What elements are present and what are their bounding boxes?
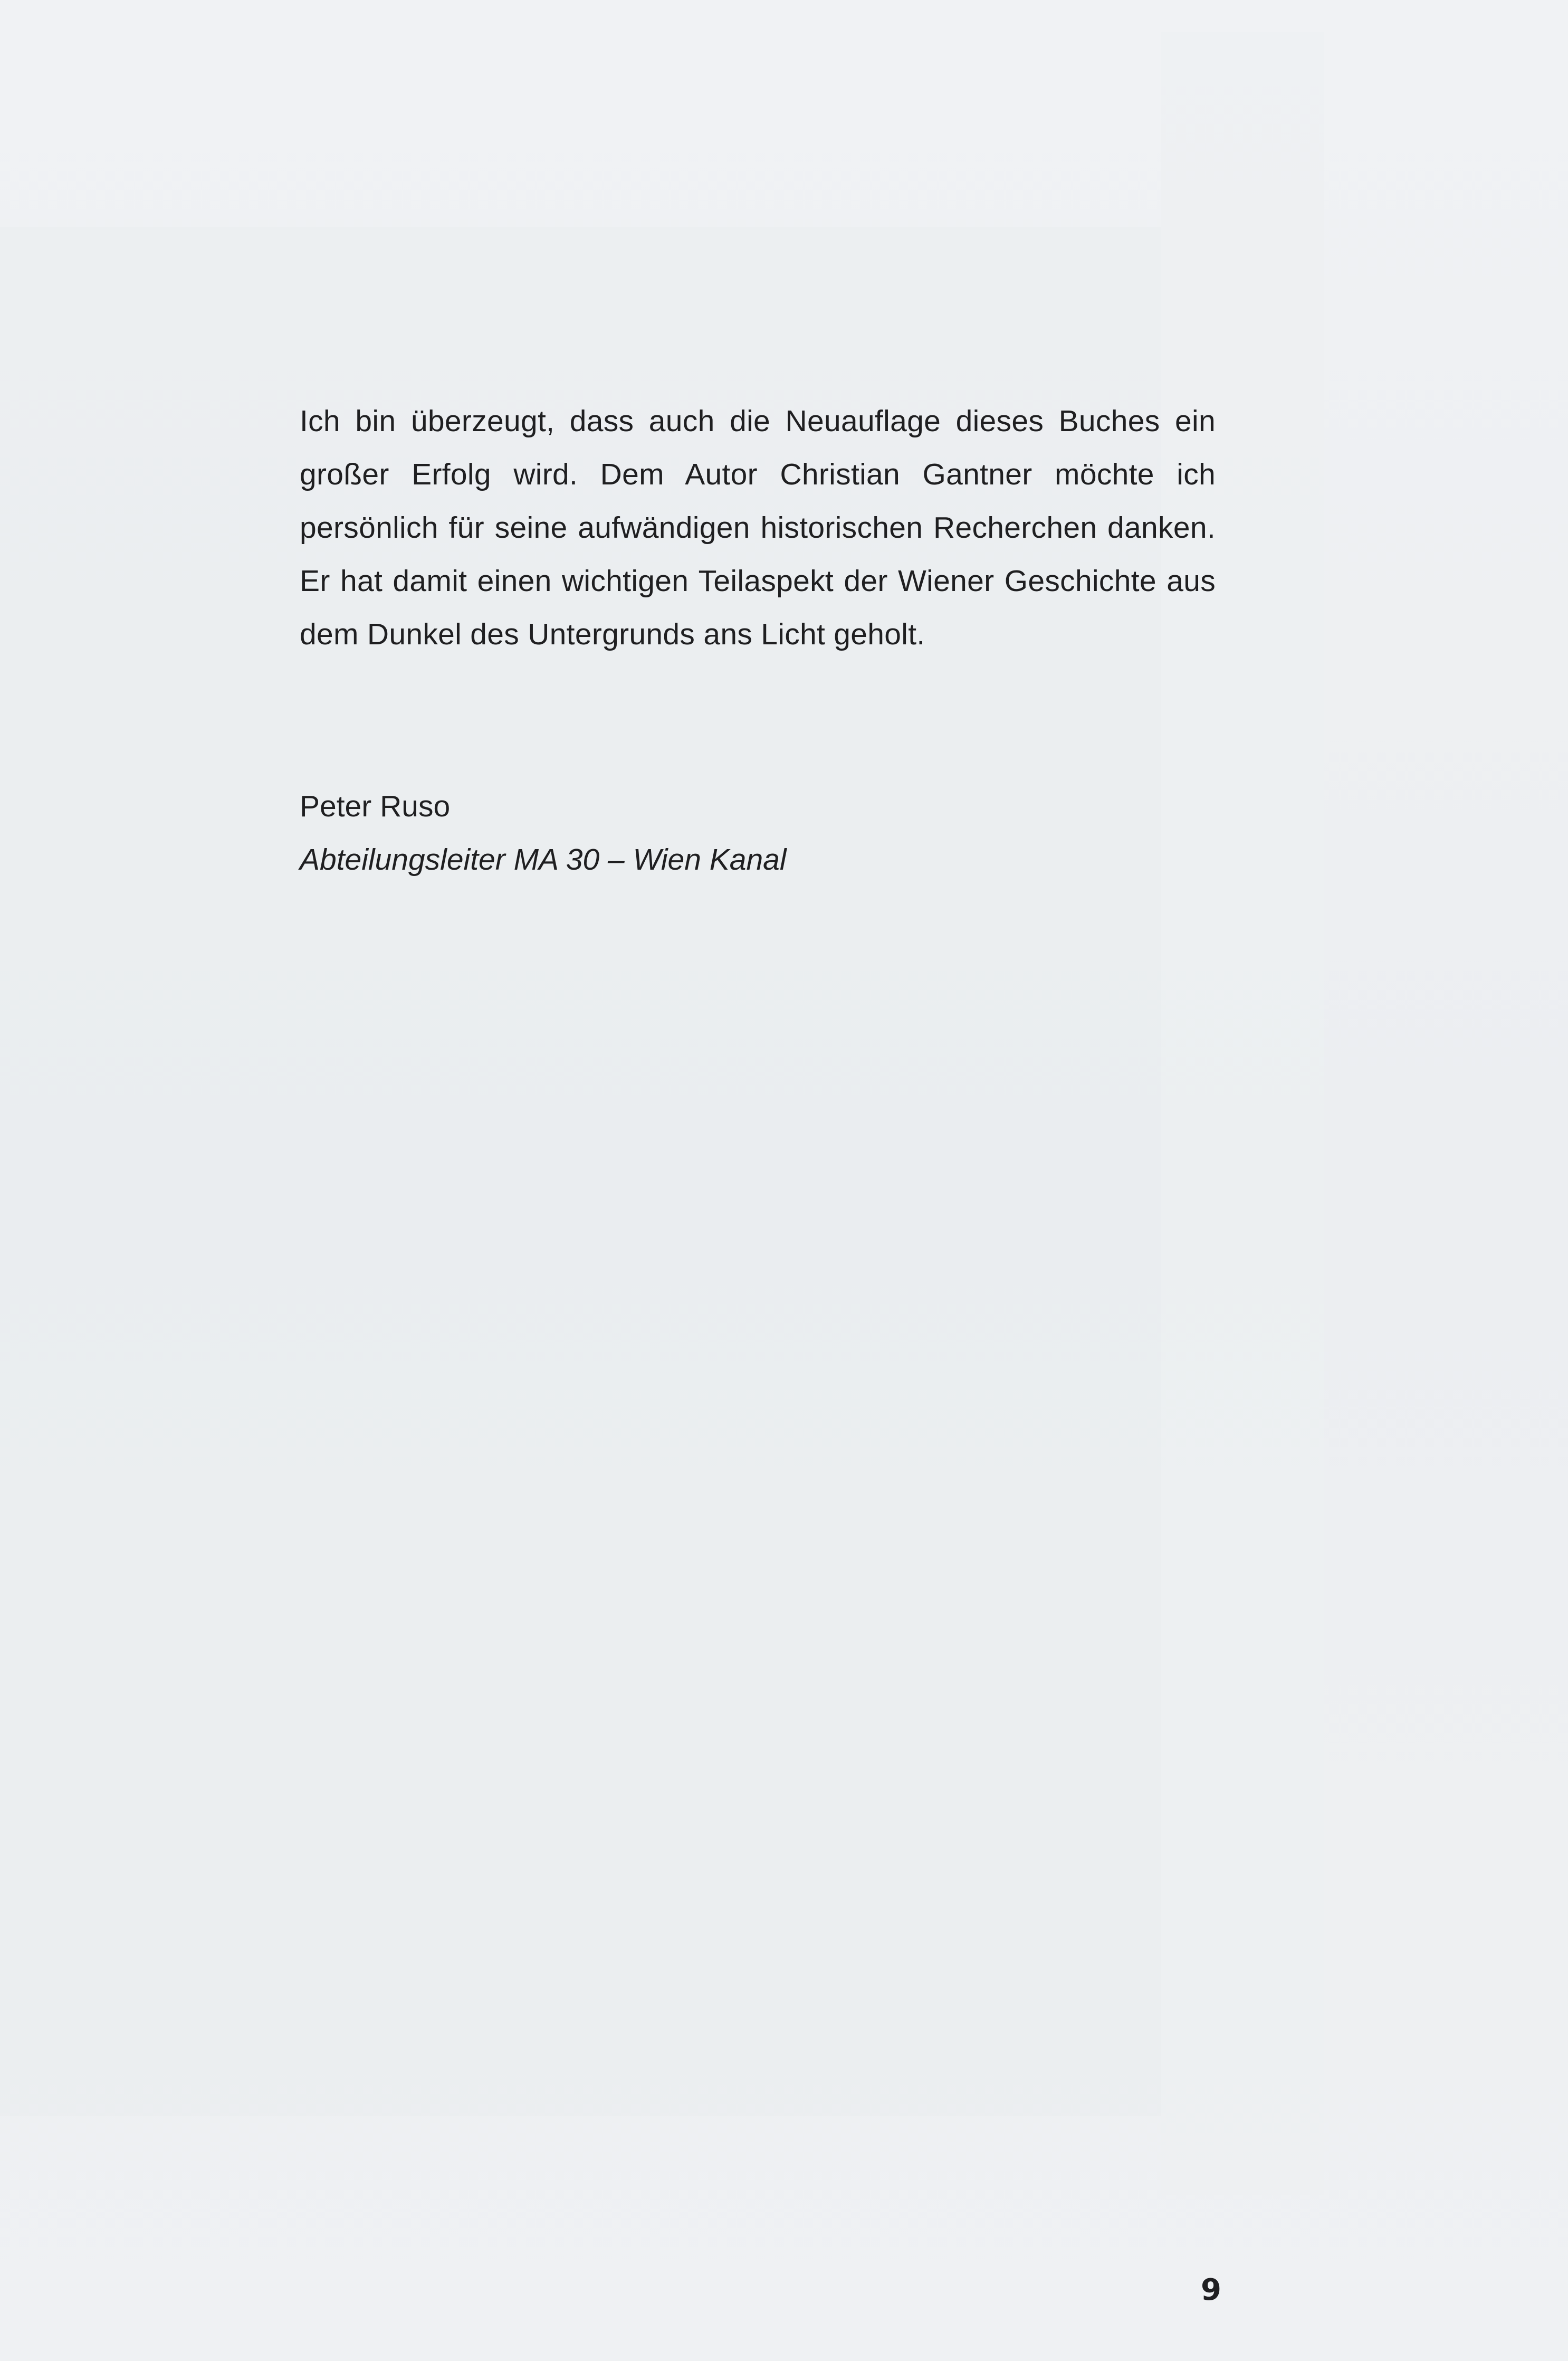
signature-block xyxy=(300,780,1197,887)
signature-name: Peter Ruso xyxy=(300,789,451,823)
page-number: 9 xyxy=(1201,2273,1221,2307)
scan-shadow-right xyxy=(1161,32,1324,2195)
signature-role: Abteilungsleiter MA 30 – Wien Kanal xyxy=(300,843,787,877)
body-paragraph: Ich bin überzeugt, dass auch die Neuauflage dieses Buches ein großer Erfolg wird. Dem Autor Christian Gantner möchte ich persönlich für seine aufwändigen historischen Recherchen danken. Er hat damit einen wichtigen Teilaspekt der Wiener Geschichte aus dem Dunkel des Untergrunds ans Licht geholt. xyxy=(300,404,1216,651)
